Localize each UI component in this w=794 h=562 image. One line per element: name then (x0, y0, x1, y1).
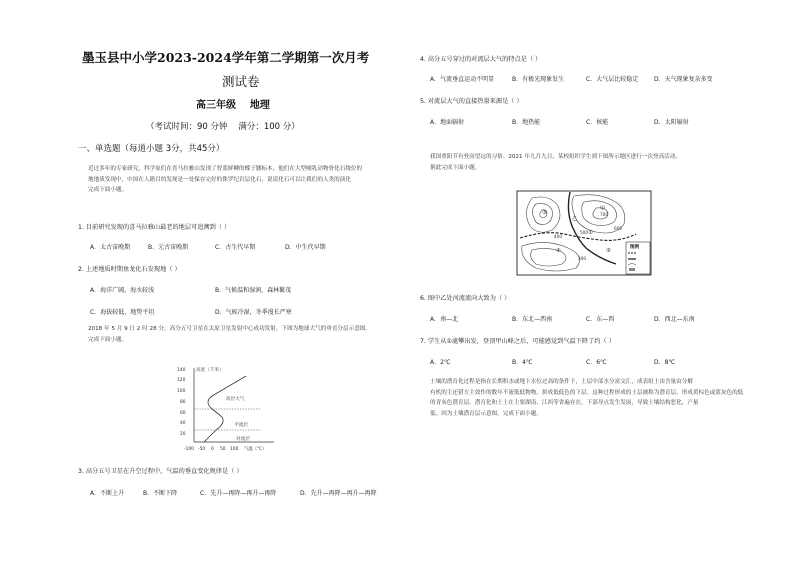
question-2-stem: 2. 上述地质时期鱼龙化石发现地（ ） (78, 266, 181, 273)
x-tick-neg50: -50 (198, 447, 206, 452)
q6-option-a[interactable]: A．南—北 (430, 316, 459, 323)
q3-option-b[interactable]: B．不断下降 (143, 490, 178, 497)
section-heading: 一、单选题（每道小题 3分，共45分） (78, 144, 225, 154)
q6-option-c[interactable]: C．东—西 (586, 316, 615, 323)
layer-label-low: 对流层 (236, 437, 250, 442)
q1-option-c[interactable]: C．古生代早期 (215, 244, 256, 251)
q7-option-d[interactable]: D．8℃ (654, 359, 676, 366)
q1-option-a[interactable]: A．太古宙晚期 (90, 244, 131, 251)
question-6-stem: 6. 图中乙处河流流向大致为（ ） (420, 295, 511, 302)
passage-2-line: 2018 年 5 月 9 日 2 时 28 分，高分五号卫星在太原卫星发射中心成功发射。下图为地球大气的垂直分层示意图。 (88, 326, 371, 332)
map-legend-title: 图例 (630, 245, 640, 250)
passage-1 (88, 164, 406, 196)
q5-option-a[interactable]: A．地面辐射 (430, 119, 465, 126)
q4-option-d[interactable]: D．天气现象复杂多变 (654, 76, 713, 83)
passage-4-line: 有机的主还错方主效作的数年不流低低物物，拼成低低色的下层。这种过程形成的土层被称为潜育层，形成黄棕色或蓝灰色的低 (430, 389, 744, 396)
contour-label-300: 300 (578, 256, 586, 261)
point-label-yi: 乙 (572, 216, 578, 222)
q7-option-a[interactable]: A．2℃ (430, 359, 451, 366)
layer-label-mid: 平流层 (234, 423, 248, 428)
x-tick-0: 0 (211, 447, 214, 452)
y-tick-100: 100 (177, 389, 186, 394)
x-tick-50: 50 (220, 447, 226, 452)
exam-title-line2: 测试卷 (222, 74, 260, 89)
q4-option-a[interactable]: A．气流垂直运动不明显 (430, 76, 495, 83)
y-tick-80: 80 (180, 400, 186, 405)
q2-option-b[interactable]: B．气候温和湿润，森林繁茂 (215, 287, 292, 294)
contour-label-600: 600 (614, 226, 622, 231)
q3-option-d[interactable]: D．先升—再降—再升—再降 (300, 490, 377, 497)
passage-3-line: 我国重阳节有登高望远的习俗。2021 年九月九日，某校组织学生到下图所示地区进行一次登高活动。 (430, 154, 681, 160)
x-axis-label: 气温（℃） (244, 447, 267, 452)
y-tick-140: 140 (177, 368, 186, 373)
q6-option-d[interactable]: D．西北—东南 (654, 316, 695, 323)
passage-4-line: 低。因为土壤潜育层示意图。完成下面小题。 (430, 410, 542, 417)
point-label-1: ① (588, 230, 593, 236)
atmosphere-layers-diagram (164, 362, 300, 458)
question-4-stem: 4. 高分五号穿过的对流层大气的特点是（ ） (420, 56, 542, 63)
passage-4 (430, 377, 760, 419)
point-label-3: ③ (542, 210, 547, 216)
passage-4-line: 的青灰色潜育层。潜育化和土土在主要湖南、江西等省遍存在，下部导点发生发展，导致土壤结构恶化，产量 (430, 400, 699, 406)
y-tick-120: 120 (177, 378, 186, 383)
q2-option-a[interactable]: A．海洋广阔，海水较浅 (90, 287, 155, 294)
contour-label-700: 700 (600, 212, 608, 217)
passage-1-line: 地地质发现中，中国在人籍目的发现是一处保存完好的侏罗纪岩层化石，说说化石可以让我们的人类的演化 (88, 176, 351, 183)
q7-option-c[interactable]: C．6℃ (586, 359, 607, 366)
y-axis-label: 高度（千米） (196, 368, 224, 373)
point-label-4: ④ (556, 248, 561, 254)
legend-peak-symbol (629, 268, 635, 271)
q5-option-b[interactable]: B．地热能 (512, 119, 541, 126)
q5-option-d[interactable]: D．太阳辐射 (654, 119, 689, 126)
y-tick-20: 20 (180, 432, 186, 437)
passage-2 (88, 324, 406, 345)
q7-option-b[interactable]: B．4℃ (512, 359, 533, 366)
q2-option-d[interactable]: D．气候冷湿，冬季漫长严寒 (215, 309, 292, 316)
q1-option-b[interactable]: B．元古宙晚期 (148, 244, 189, 251)
x-tick-neg100: -100 (184, 447, 194, 452)
contour-map (516, 190, 652, 276)
question-5-stem: 5. 对流层大气的直接热量来源是（ ） (420, 98, 523, 105)
passage-3-line: 据此完成下面小题。 (430, 164, 481, 171)
question-1-stem: 1. 目前研究发现的喜马拉雅山最老的地层可追溯到（ ） (78, 224, 231, 231)
point-label-jia: 甲 (600, 206, 606, 212)
y-tick-40: 40 (180, 421, 186, 426)
y-tick-60: 60 (180, 411, 186, 416)
contour-label-400: 400 (554, 234, 562, 239)
grade-subject: 高三年级 地理 (196, 100, 270, 111)
q2-option-c[interactable]: C．海拔较低，地势平坦 (90, 309, 155, 316)
passage-4-line: 土壤的潜育化过程是指在长期积水或地下水位过高的条件下，土层中部水分富交汇，成表组土由含量由分解 (430, 379, 693, 385)
point-label-2: ② (606, 248, 611, 254)
q4-option-b[interactable]: B．有极光现象发生 (512, 76, 565, 83)
contour-label-500: 500 (580, 230, 588, 235)
q3-option-c[interactable]: C．先升—再降—再升—再降 (200, 490, 277, 497)
question-7-stem: 7. 学生从①處攀出发，登顶甲山峰之后，可能感觉到气温下降了约（ ） (420, 338, 615, 345)
exam-title-line1: 墨玉县中小学2023-2024学年第二学期第一次月考 (82, 50, 370, 65)
passage-1-line: 完成下面小题。 (88, 187, 128, 193)
q6-option-b[interactable]: B．东北—西南 (512, 316, 553, 323)
passage-1-line: 近过多年的专家研究，科学家们在喜马拉雅山发现了智蓝鲜鳞的蝶子腰标本，他们在大型哺乳动物骨化石级位的 (88, 166, 363, 172)
x-tick-100: 100 (230, 447, 239, 452)
layer-label-high: 高层大气 (226, 397, 245, 402)
q4-option-c[interactable]: C．大气层比较稳定 (586, 76, 639, 83)
q1-option-d[interactable]: D．中生代早期 (285, 244, 326, 251)
exam-info: （考试时间：90 分钟 满分：100 分） (146, 122, 300, 132)
q5-option-c[interactable]: C．核能 (586, 119, 609, 126)
passage-2-line: 完成下面小题。 (88, 336, 128, 343)
q3-option-a[interactable]: A．不断上升 (90, 490, 125, 497)
question-3-stem: 3. 高分五号卫星在升空过程中，气温的垂直变化规律是（ ） (78, 468, 243, 475)
passage-3 (430, 152, 760, 173)
